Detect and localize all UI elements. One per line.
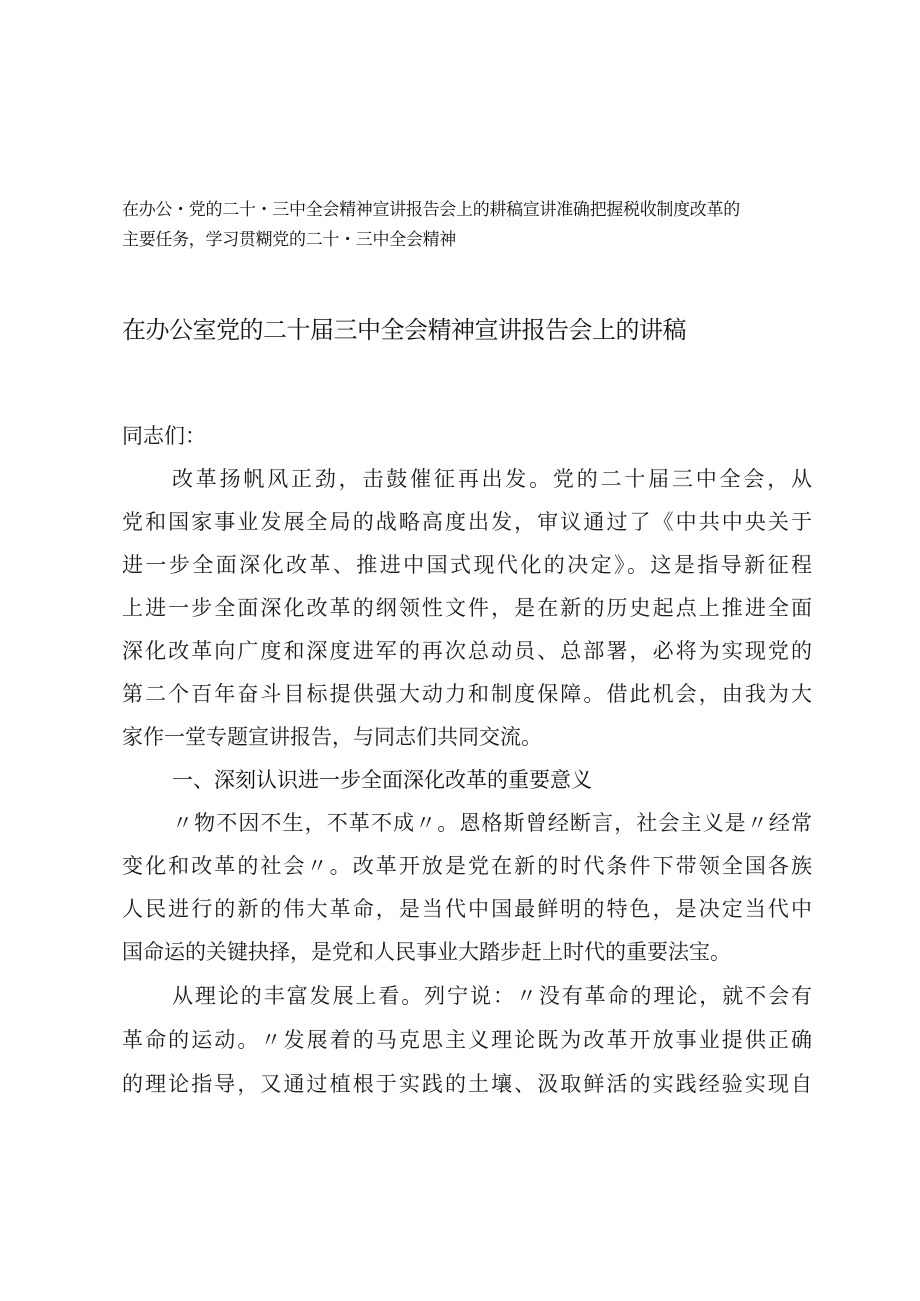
paragraph-1-line-4: 上进一步全面深化改革的纲领性文件，是在新的历史起点上推进全面 xyxy=(122,596,812,620)
document-title: 在办公室党的二十届三中全会精神宣讲报告会上的讲稿 xyxy=(122,316,686,344)
paragraph-3-line-2: 革命的运动。〃发展着的马克思主义理论既为改革开放事业提供正确 xyxy=(122,1028,812,1052)
paragraph-1-line-6: 第二个百年奋斗目标提供强大动力和制度保障。借此机会，由我为大 xyxy=(122,682,812,706)
paragraph-1-line-1: 改革扬帆风正劲，击鼓催征再出发。党的二十届三中全会，从 xyxy=(172,467,812,491)
paragraph-2-line-4: 国命运的关键抉择，是党和人民事业大踏步赶上时代的重要法宝。 xyxy=(122,940,731,964)
paragraph-1-line-7: 家作一堂专题宣讲报告，与同志们共同交流。 xyxy=(122,725,542,749)
paragraph-2-line-1: 〃物不因不生，不革不成〃。恩格斯曾经断言，社会主义是〃经常 xyxy=(172,811,812,835)
paragraph-1-line-3: 进一步全面深化改革、推进中国式现代化的决定》。这是指导新征程 xyxy=(122,553,812,577)
paragraph-1-line-5: 深化改革向广度和深度进军的再次总动员、总部署，必将为实现党的 xyxy=(122,639,812,663)
paragraph-1-line-2: 党和国家事业发展全局的战略高度出发，审议通过了《中共中央关于 xyxy=(122,510,812,534)
paragraph-3-line-1: 从理论的丰富发展上看。列宁说：〃没有革命的理论，就不会有 xyxy=(172,984,812,1008)
paragraph-2-line-3: 人民进行的新的伟大革命，是当代中国最鲜明的特色，是决定当代中 xyxy=(122,897,812,921)
paragraph-2-line-2: 变化和改革的社会〃。改革开放是党在新的时代条件下带领全国各族 xyxy=(122,854,812,878)
paragraph-3-line-3: 的理论指导，又通过植根于实践的土壤、汲取鲜活的实践经验实现自 xyxy=(122,1072,812,1096)
salutation: 同志们： xyxy=(122,424,206,448)
header-line-1: 在办公・党的二十・三中全会精神宣讲报告会上的耕稿宣讲准确把握税收制度改革的 xyxy=(122,200,740,220)
header-line-2: 主要任务，学习贯糊党的二十・三中全会精神 xyxy=(122,230,456,250)
section-1-heading: 一、深刻认识进一步全面深化改革的重要意义 xyxy=(172,768,592,792)
